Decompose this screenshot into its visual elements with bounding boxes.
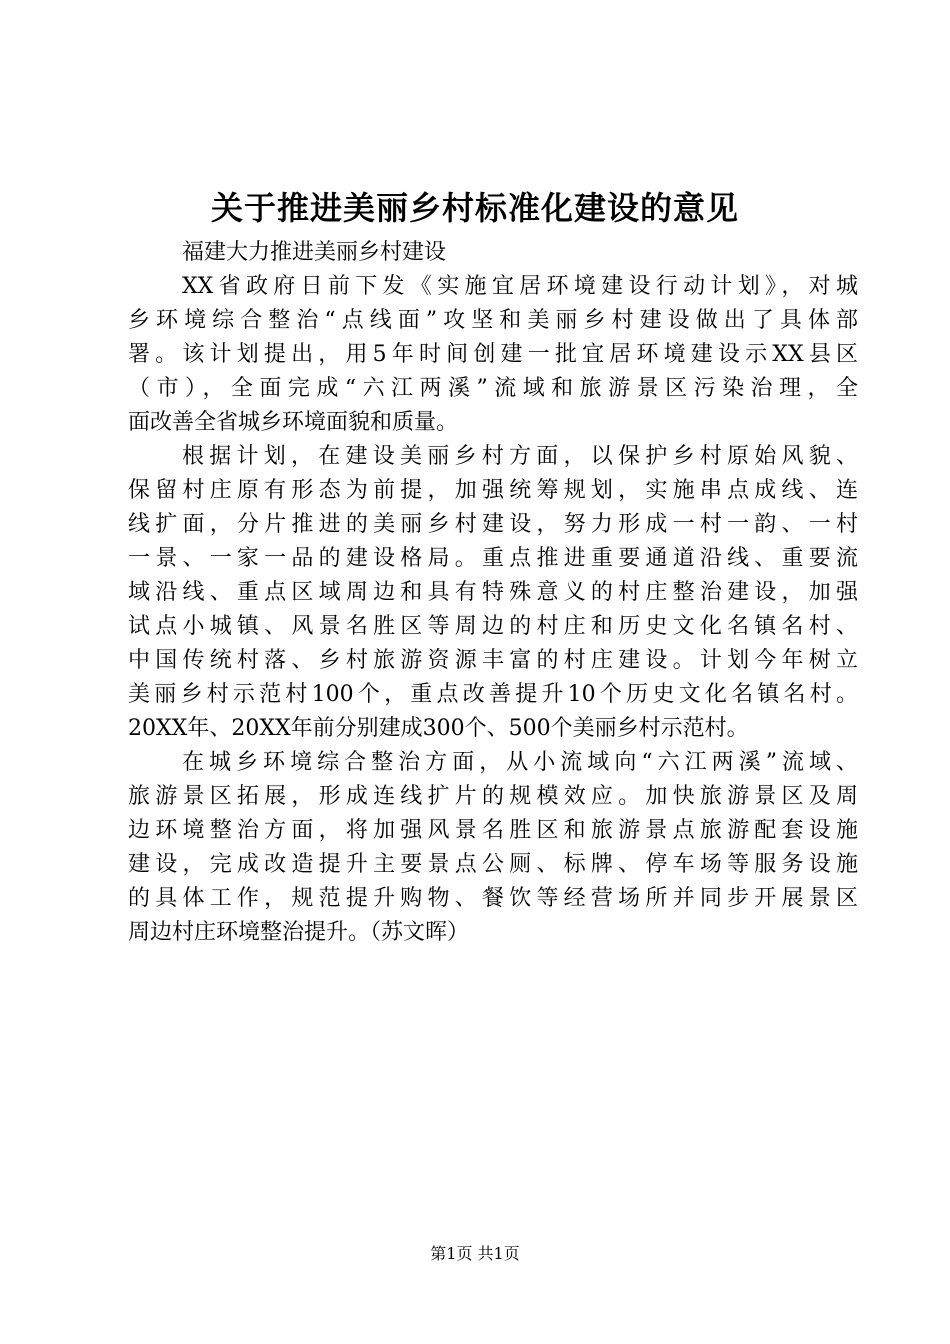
body-line: 周边村庄环境整治提升。（苏文晖） <box>128 920 470 945</box>
body-line: 建设，完成改造提升主要景点公厕、标牌、停车场等服务设施 <box>128 852 858 877</box>
body-line: 美丽乡村示范村100个，重点改善提升10个历史文化名镇名村。 <box>128 682 858 707</box>
body-line: 中国传统村落、乡村旅游资源丰富的村庄建设。计划今年树立 <box>128 648 858 673</box>
body-line: 乡环境综合整治“点线面”攻坚和美丽乡村建设做出了具体部 <box>128 308 858 333</box>
page-number-footer: 第1页 共1页 <box>430 1244 520 1263</box>
body-line: 保留村庄原有形态为前提，加强统筹规划，实施串点成线、连 <box>128 478 858 503</box>
body-line: 域沿线、重点区域周边和具有特殊意义的村庄整治建设，加强 <box>128 580 858 605</box>
body-line: 一景、一家一品的建设格局。重点推进重要通道沿线、重要流 <box>128 546 858 571</box>
document-title: 关于推进美丽乡村标准化建设的意见 <box>210 189 739 227</box>
body-line: （市），全面完成“六江两溪”流域和旅游景区污染治理，全 <box>128 376 858 401</box>
body-line: 试点小城镇、风景名胜区等周边的村庄和历史文化名镇名村、 <box>128 614 858 639</box>
body-line: 面改善全省城乡环境面貌和质量。 <box>128 410 459 435</box>
body-line: 的具体工作，规范提升购物、餐饮等经营场所并同步开展景区 <box>128 886 858 911</box>
body-line: 在城乡环境综合整治方面，从小流域向“六江两溪”流域、 <box>182 750 858 775</box>
body-line: 20XX年、20XX年前分别建成300个、500个美丽乡村示范村。 <box>128 716 749 741</box>
body-line: 署。该计划提出，用5年时间创建一批宜居环境建设示XX县区 <box>128 342 858 367</box>
body-line: 线扩面，分片推进的美丽乡村建设，努力形成一村一韵、一村 <box>128 512 858 537</box>
body-line: 旅游景区拓展，形成连线扩片的规模效应。加快旅游景区及周 <box>128 784 858 809</box>
body-line: XX省政府日前下发《实施宜居环境建设行动计划》，对城 <box>182 274 858 299</box>
document-body <box>128 270 858 950</box>
body-line: 边环境整治方面，将加强风景名胜区和旅游景点旅游配套设施 <box>128 818 858 843</box>
document-subtitle: 福建大力推进美丽乡村建设 <box>182 240 447 265</box>
body-line: 根据计划，在建设美丽乡村方面，以保护乡村原始风貌、 <box>182 444 858 469</box>
